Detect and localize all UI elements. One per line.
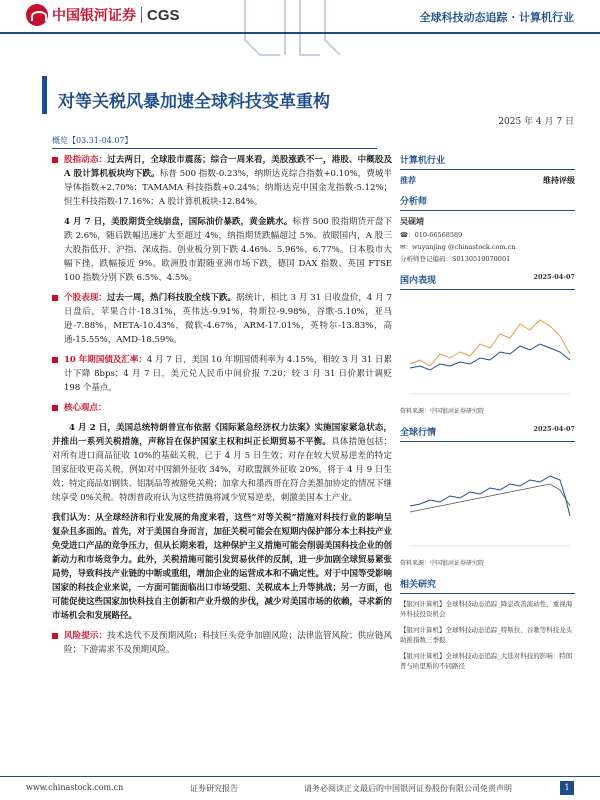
- rating-value: 维持评级: [543, 175, 575, 185]
- paragraph-bold: 我们认为：从全球经济和行业发展的角度来看，这些“对等关税”措施对科技行业的影响呈复杂且多面的。首先，对于美国自身而言，加征关税可能会在短期内保护部分本土科技产业免受进口产品的竞争压力，但从长期来看，这种保护主义措施可能会削弱美国科技企业的创新动力和市场竞争力。此外，关税措施可能引发贸易伙伴的反制，进一步加剧全球贸易紧张局势，导致科技产业链的中断或重组，增加企业的运营成本和不确定性。对于中国等受影响国家的科技企业来说，一方面可能面临出口市场受阻、关税成本上升等挑战；另一方面，也可能促使这些国家加快科技自主创新和产业升级的步伐，减少对美国市场的依赖，寻求新的市场机会和发展路径。: [52, 513, 393, 621]
- bullet-icon: [52, 633, 58, 639]
- paragraph-bold: 4 月 7 日，美股期货全线崩盘，国际油价暴跌，黄金跳水。: [64, 217, 293, 227]
- footer-report-type: 证券研究报告: [190, 784, 238, 793]
- bullet-icon: [52, 157, 58, 163]
- title-accent-bar: [42, 76, 47, 114]
- related-report[interactable]: 【银河计算机】全球科技动态追踪_降息改善流动性，重视海外科技投资机会: [400, 600, 573, 618]
- domestic-chart-title: 国内表现: [400, 276, 437, 286]
- related-report[interactable]: 【银河计算机】全球科技动态追踪_大选对科技的影响：特朗普与哈里斯的不同路径: [400, 652, 573, 670]
- rating-row: [400, 175, 575, 186]
- global-chart-graphic: [400, 446, 575, 556]
- paragraph-bold: 4 月 2 日，美国总统特朗普宣布依据《国际紧急经济权力法案》实施国家紧急状态，并推出一系列关税措施，声称旨在保护国家主权和纠正长期贸易不平衡。: [52, 423, 392, 447]
- section-divider: [52, 148, 377, 149]
- bullet-icon: [52, 405, 58, 411]
- paragraph-heading: 风险提示：: [64, 631, 108, 641]
- industry-title: 计算机行业: [400, 153, 575, 170]
- global-chart-source: 资料来源：中国银河证券研究院: [400, 560, 485, 567]
- brand-logo: [26, 3, 180, 27]
- core-view-heading: [52, 401, 392, 415]
- footer-disclaimer: 请务必阅读正文最后的中国银河证券股份有限公司免责声明: [304, 784, 512, 793]
- global-chart-header: [400, 425, 575, 442]
- stock-performance-paragraph: [52, 291, 392, 347]
- related-report[interactable]: 【银河计算机】全球科技动态追踪_特斯拉、谷歌等科技龙头助推指数三季报: [400, 626, 573, 644]
- page-number: 1: [560, 781, 574, 795]
- paragraph-text: 标普 500 股指期货开盘下跌 2.6%，随后跌幅迅速扩大至超过 4%，纳指期货跌幅超过 5%。放眼国内，A 股三大股指低开，沪指、深成指、创业板分别下跌 4.46%、5.96%、6.77%。日本股市大幅下挫，跌幅接近 9%。欧洲股市跟随亚洲市场下跌，德国 DAX 指数、英国 FTSE 100 指数分别下跌 6.5%、4.5%。: [64, 217, 392, 283]
- domestic-chart-graphic: [400, 294, 575, 404]
- futures-paragraph: [52, 215, 392, 285]
- analyst-cert: 分析师登记编码：S0130519070001: [400, 255, 511, 263]
- risk-paragraph: [52, 629, 392, 657]
- main-content: [52, 153, 392, 663]
- bullet-icon: [52, 295, 58, 301]
- our-view-paragraph: [52, 511, 392, 623]
- bullet-icon: [52, 357, 58, 363]
- report-series: 全球科技动态追踪 · 计算机行业: [419, 11, 574, 24]
- global-chart-title: 全球行情: [400, 428, 437, 438]
- brand-name-cn: 中国银河证券: [52, 8, 136, 24]
- paragraph-heading: 10 年期国债及汇率：: [64, 355, 147, 365]
- bond-fx-paragraph: [52, 353, 392, 395]
- report-date: 2025 年 4 月 7 日: [498, 117, 574, 127]
- paragraph-bold: 过去两日，全球股市震荡；综合一周来看，美股涨跌不一，港股、中概股及 A 股计算机板块均下跌。: [64, 155, 392, 179]
- paragraph-heading: 股指动态：: [64, 155, 108, 165]
- domestic-chart-source: 资料来源：中国银河证券研究院: [400, 408, 485, 415]
- paragraph-text: 具体措施包括：对所有进口商品征收 10%的基础关税，已于 4 月 5 日生效；对存在较大贸易逆差的特定国家征收更高关税，例如对中国额外征收 34%，对欧盟额外征收 20%，将于 4 月 9 日生效；特定商品如钢铁、铝制品等被豁免关税；加拿大和墨西哥在符合美墨加协定的情况下继续享受 0%关税。特朗普政府认为这些措施将减少贸易逆差，刺激美国本土产业。: [52, 437, 393, 503]
- paragraph-text: 4 月 7 日，美国 10 年期国债利率为 4.15%，相较 3 月 31 日累计下降 8bps；4 月 7 日，美元兑人民币中间价报 7.20；较 3 月 31 日价累计调贬 198 个基点。: [64, 355, 392, 393]
- sidebar: [400, 153, 575, 677]
- rating-label: 推荐: [400, 175, 416, 185]
- global-market-chart: [400, 446, 575, 556]
- paragraph-bold: 过去一周，热门科技股全线下跌。: [107, 293, 237, 303]
- domestic-chart-header: [400, 273, 575, 290]
- domestic-chart-date: 2025-04-07: [533, 273, 575, 281]
- domestic-performance-chart: [400, 294, 575, 404]
- footer-site-link[interactable]: www.chinastock.com.cn: [26, 783, 124, 792]
- galaxy-logo-icon: [26, 4, 48, 26]
- cgs-watermark-icon: [240, 0, 350, 60]
- brand-name-en: CGS: [147, 6, 180, 24]
- logo-separator: [141, 7, 142, 23]
- related-research-title: 相关研究: [400, 577, 575, 594]
- index-dynamics-paragraph: [52, 153, 392, 209]
- paragraph-text: 标普 500 指数-0.23%，纳斯达克综合指数+0.10%，费城半导体指数+2.70%；TAMAMA 科技指数+0.24%；纳斯达克中国金龙指数-5.12%；恒生科技指数-17.16%；A 股计算机板块-12.84%。: [64, 169, 392, 207]
- core-view-paragraph: [52, 421, 392, 505]
- analyst-title: 分析师: [400, 194, 575, 211]
- analyst-email[interactable]: ✉：wuyanjing @chinastock.com.cn: [400, 243, 516, 251]
- global-chart-date: 2025-04-07: [533, 425, 575, 433]
- paragraph-text: 据统计，相比 3 月 31 日收盘价，4 月 7 日盘后，苹果合计-18.31%，英伟达-9.91%，特斯拉-9.98%，谷歌-5.10%，亚马逊-7.88%，META-10.43%，微软-4.67%，ARM-17.01%，英特尔-13.83%，高通-15.55%，AMD-18.59%。: [64, 293, 392, 345]
- analyst-name: 吴砚靖: [400, 216, 424, 226]
- paragraph-text: 技术迭代不及预期风险；科技巨头竞争加剧风险；法律监管风险；供应链风险；下游需求不及预期风险。: [64, 631, 392, 655]
- report-footer: [0, 776, 600, 800]
- analyst-phone: ☎：010-66568589: [400, 231, 463, 239]
- paragraph-heading: 核心观点：: [64, 403, 107, 413]
- report-title: 对等关税风暴加速全球科技变革重构: [58, 92, 330, 112]
- paragraph-heading: 个股表现：: [64, 293, 108, 303]
- overview-label: 概览【03.31-04.07】: [52, 136, 133, 145]
